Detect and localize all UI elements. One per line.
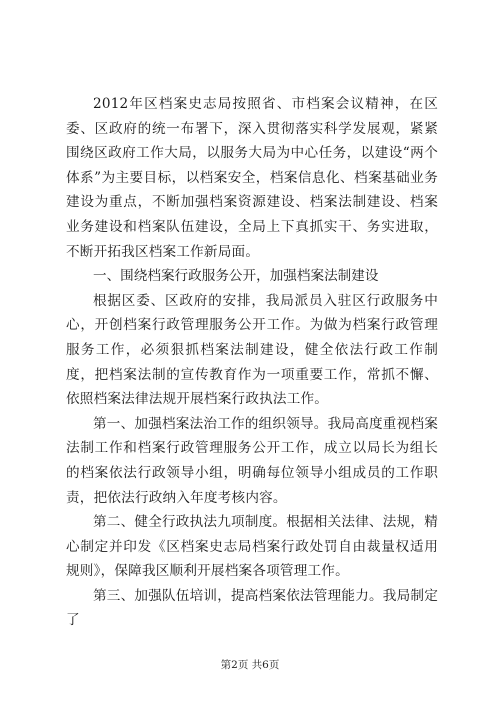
page-footer: 第2页 共6页 (220, 659, 280, 671)
item-paragraph-1: 第一、加强档案法治工作的组织领导。我局高度重视档案法制工作和档案行政管理服务公开工作，成立以局长为组长的档案依法行政领导小组，明确每位领导小组成员的工作职责，把依法行政纳入年度考核内容。 (66, 415, 438, 506)
section-heading-1: 一、围绕档案行政服务公开，加强档案法制建设 (93, 268, 379, 285)
section-paragraph: 根据区委、区政府的安排，我局派员入驻区行政服务中心，开创档案行政管理服务公开工作。为做为档案行政管理服务工作，必须狠抓档案法制建设，健全依法行政工作制度，把档案法制的宣传教育作为一项重要工作，常抓不懈、依照档案法律法规开展档案行政执法工作。 (66, 292, 438, 408)
document-body (66, 92, 438, 633)
intro-paragraph: 2012年区档案史志局按照省、市档案会议精神，在区委、区政府的统一布署下，深入贯彻落实科学发展观，紧紧围绕区政府工作大局，以服务大局为中心任务，以建设“两个体系”为主要目标，以档案安全，档案信息化、档案基础业务建设为重点，不断加强档案资源建设、档案法制建设、档案业务建设和档案队伍建设，全局上下真抓实干、务实进取，不断开拓我区档案工作新局面。 (66, 96, 438, 260)
item-paragraph-2: 第二、健全行政执法九项制度。根据相关法律、法规，精心制定并印发《区档案史志局档案行政处罚自由裁量权适用规则》，保障我区顺利开展档案各项管理工作。 (66, 514, 438, 580)
item-paragraph-3: 第三、加强队伍培训，提高档案依法管理能力。我局制定了 (66, 587, 438, 629)
